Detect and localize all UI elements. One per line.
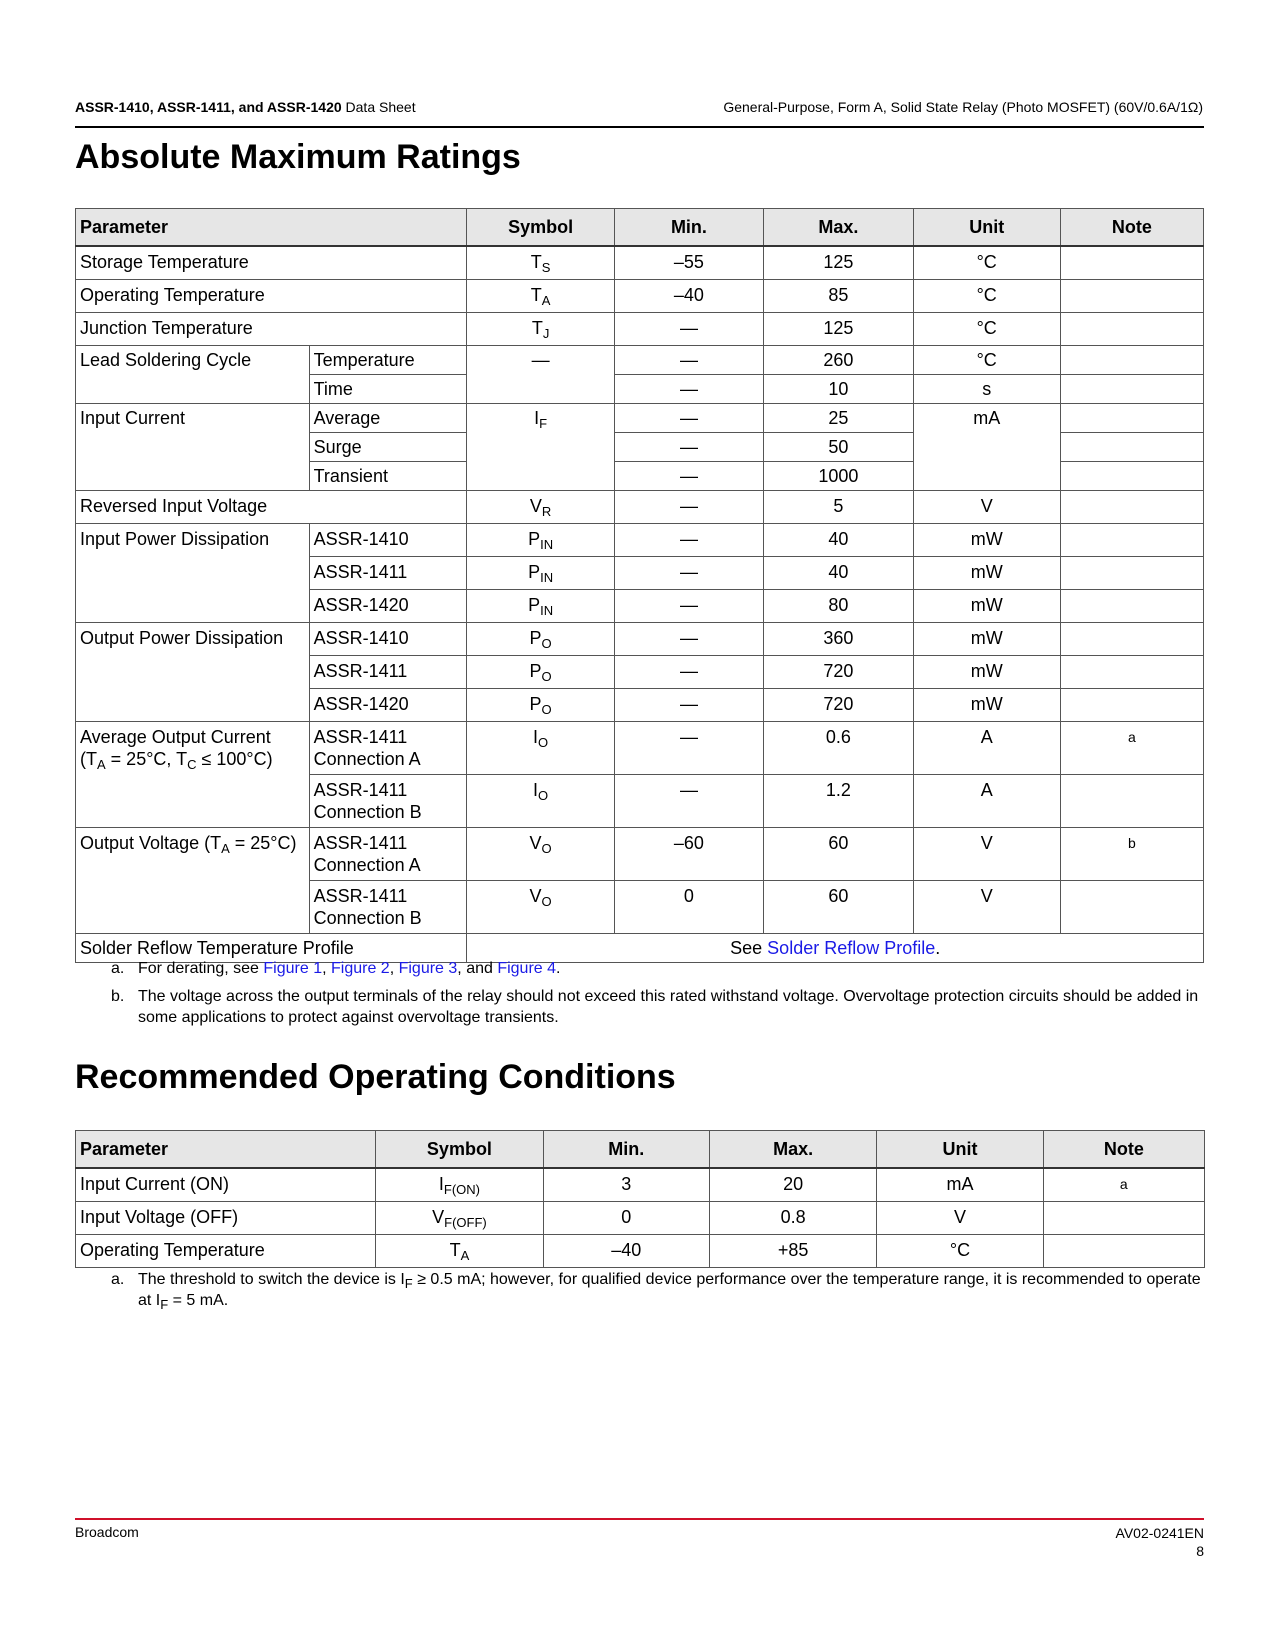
max-cell: 60 bbox=[764, 828, 913, 881]
table-row bbox=[76, 722, 1204, 775]
symbol-cell: $P_O$ bbox=[467, 656, 614, 689]
table-row bbox=[76, 828, 1204, 881]
table-header-row bbox=[76, 209, 1204, 247]
column-header: Unit bbox=[877, 1131, 1043, 1169]
min-cell: 0 bbox=[543, 1202, 709, 1235]
column-header: Parameter bbox=[76, 209, 467, 247]
min-cell: –60 bbox=[614, 828, 763, 881]
table-row bbox=[76, 524, 1204, 557]
param-cell: Operating Temperature bbox=[76, 1235, 376, 1268]
max-cell: 1.2 bbox=[764, 775, 913, 828]
column-header: Note bbox=[1043, 1131, 1204, 1169]
table-row bbox=[76, 623, 1204, 656]
sub-param-cell: ASSR-1411 bbox=[309, 557, 467, 590]
max-cell: 60 bbox=[764, 881, 913, 934]
min-cell: — bbox=[614, 375, 763, 404]
note-cell bbox=[1060, 557, 1203, 590]
figure-2-link[interactable]: Figure 2 bbox=[331, 960, 390, 977]
note-cell bbox=[1060, 590, 1203, 623]
min-cell: — bbox=[614, 623, 763, 656]
footer-divider bbox=[75, 1518, 1204, 1520]
param-cell: Input Power Dissipation bbox=[76, 524, 310, 623]
unit-cell: mW bbox=[913, 590, 1060, 623]
unit-cell: mW bbox=[913, 689, 1060, 722]
note-cell: a bbox=[1060, 722, 1203, 775]
max-cell: 0.8 bbox=[709, 1202, 876, 1235]
symbol-cell: $P_{IN}$ bbox=[467, 524, 614, 557]
symbol-cell: — bbox=[467, 346, 614, 404]
symbol-cell: $I_O$ bbox=[467, 775, 614, 828]
min-cell: –40 bbox=[614, 280, 763, 313]
footer-doc-info bbox=[1116, 1524, 1204, 1560]
note-cell bbox=[1060, 462, 1203, 491]
min-cell: — bbox=[614, 656, 763, 689]
max-cell: 25 bbox=[764, 404, 913, 433]
table-row bbox=[76, 1168, 1205, 1202]
symbol-cell: $I_F$ bbox=[467, 404, 614, 491]
unit-cell: V bbox=[913, 828, 1060, 881]
param-cell: Reversed Input Voltage bbox=[76, 491, 467, 524]
note-cell bbox=[1060, 433, 1203, 462]
column-header: Symbol bbox=[376, 1131, 543, 1169]
solder-reflow-profile-link[interactable]: Solder Reflow Profile bbox=[767, 938, 936, 958]
param-cell: Storage Temperature bbox=[76, 246, 467, 280]
note-cell bbox=[1060, 656, 1203, 689]
max-cell: 360 bbox=[764, 623, 913, 656]
unit-cell: V bbox=[913, 881, 1060, 934]
unit-cell: mA bbox=[877, 1168, 1043, 1202]
unit-cell: mW bbox=[913, 656, 1060, 689]
unit-cell: A bbox=[913, 775, 1060, 828]
max-cell: 720 bbox=[764, 689, 913, 722]
max-cell: 80 bbox=[764, 590, 913, 623]
sub-param-cell: ASSR-1411 Connection B bbox=[309, 881, 467, 934]
sub-param-cell: ASSR-1410 bbox=[309, 623, 467, 656]
table-row bbox=[76, 1202, 1205, 1235]
header-doc-title: ASSR-1410, ASSR-1411, and ASSR-1420 Data Sheet bbox=[75, 99, 416, 115]
min-cell: — bbox=[614, 433, 763, 462]
note-cell bbox=[1043, 1202, 1204, 1235]
param-cell: Average Output Current ($T_A = 25^\circ C$, $T_C \le 100^\circ C$) bbox=[76, 722, 310, 828]
param-cell: Solder Reflow Temperature Profile bbox=[76, 934, 467, 963]
unit-cell: °C bbox=[913, 246, 1060, 280]
note-cell bbox=[1043, 1235, 1204, 1268]
unit-cell: °C bbox=[877, 1235, 1043, 1268]
param-cell: Input Current (ON) bbox=[76, 1168, 376, 1202]
unit-cell: A bbox=[913, 722, 1060, 775]
max-cell: 1000 bbox=[764, 462, 913, 491]
param-cell: Input Current bbox=[76, 404, 310, 491]
unit-cell: V bbox=[877, 1202, 1043, 1235]
reflow-reference-cell: See Solder Reflow Profile. bbox=[467, 934, 1204, 963]
sub-param-cell: Time bbox=[309, 375, 467, 404]
min-cell: 3 bbox=[543, 1168, 709, 1202]
footer-company: Broadcom bbox=[75, 1524, 139, 1540]
header-doc-description: General-Purpose, Form A, Solid State Relay (Photo MOSFET) (60V/0.6A/1Ω) bbox=[723, 99, 1203, 115]
unit-cell: °C bbox=[913, 280, 1060, 313]
symbol-cell: $V_{F(OFF)}$ bbox=[376, 1202, 543, 1235]
symbol-cell: $V_O$ bbox=[467, 881, 614, 934]
sub-param-cell: Temperature bbox=[309, 346, 467, 375]
sub-param-cell: ASSR-1420 bbox=[309, 590, 467, 623]
figure-4-link[interactable]: Figure 4 bbox=[497, 960, 557, 977]
sub-param-cell: ASSR-1411 Connection A bbox=[309, 828, 467, 881]
sub-param-cell: Transient bbox=[309, 462, 467, 491]
column-header: Parameter bbox=[76, 1131, 376, 1169]
table-row bbox=[76, 346, 1204, 375]
max-cell: 20 bbox=[709, 1168, 876, 1202]
unit-cell: °C bbox=[913, 313, 1060, 346]
section-title-recommended-operating-conditions: Recommended Operating Conditions bbox=[75, 1058, 676, 1096]
figure-1-link[interactable]: Figure 1 bbox=[263, 960, 323, 977]
min-cell: — bbox=[614, 462, 763, 491]
column-header: Symbol bbox=[467, 209, 614, 247]
column-header: Min. bbox=[543, 1131, 709, 1169]
min-cell: — bbox=[614, 404, 763, 433]
min-cell: –55 bbox=[614, 246, 763, 280]
unit-cell: mW bbox=[913, 524, 1060, 557]
table-row bbox=[76, 280, 1204, 313]
absolute-maximum-ratings-table bbox=[75, 208, 1204, 963]
min-cell: — bbox=[614, 722, 763, 775]
min-cell: — bbox=[614, 491, 763, 524]
max-cell: 720 bbox=[764, 656, 913, 689]
unit-cell: V bbox=[913, 491, 1060, 524]
unit-cell: mW bbox=[913, 623, 1060, 656]
param-cell: Lead Soldering Cycle bbox=[76, 346, 310, 404]
symbol-cell: $I_{F(ON)}$ bbox=[376, 1168, 543, 1202]
param-cell: Junction Temperature bbox=[76, 313, 467, 346]
min-cell: –40 bbox=[543, 1235, 709, 1268]
unit-cell: mA bbox=[913, 404, 1060, 491]
figure-3-link[interactable]: Figure 3 bbox=[398, 960, 458, 977]
unit-cell: mW bbox=[913, 557, 1060, 590]
symbol-cell: $P_O$ bbox=[467, 689, 614, 722]
table-footnotes bbox=[111, 1269, 1211, 1318]
table-row bbox=[76, 1235, 1205, 1268]
note-cell bbox=[1060, 375, 1203, 404]
note-cell bbox=[1060, 346, 1203, 375]
symbol-cell: $I_O$ bbox=[467, 722, 614, 775]
min-cell: — bbox=[614, 313, 763, 346]
table-header-row bbox=[76, 1131, 1205, 1169]
max-cell: 125 bbox=[764, 246, 913, 280]
symbol-cell: $T_S$ bbox=[467, 246, 614, 280]
max-cell: 85 bbox=[764, 280, 913, 313]
sub-param-cell: Average bbox=[309, 404, 467, 433]
note-cell: a bbox=[1043, 1168, 1204, 1202]
max-cell: 260 bbox=[764, 346, 913, 375]
table-row bbox=[76, 313, 1204, 346]
max-cell: 40 bbox=[764, 557, 913, 590]
note-cell bbox=[1060, 775, 1203, 828]
min-cell: — bbox=[614, 557, 763, 590]
sub-param-cell: ASSR-1411 bbox=[309, 656, 467, 689]
symbol-cell: $V_R$ bbox=[467, 491, 614, 524]
unit-cell: °C bbox=[913, 346, 1060, 375]
sub-param-cell: ASSR-1411 Connection B bbox=[309, 775, 467, 828]
note-cell bbox=[1060, 491, 1203, 524]
min-cell: — bbox=[614, 346, 763, 375]
max-cell: 125 bbox=[764, 313, 913, 346]
footer-page-number: 8 bbox=[1196, 1543, 1204, 1559]
sub-param-cell: ASSR-1411 Connection A bbox=[309, 722, 467, 775]
footnote-a: a. The threshold to switch the device is $I_F \ge 0.5$ mA; however, for qualified device performance over the temperature range, it is recommended to operate at $I_F = 5$ mA. bbox=[111, 1271, 1201, 1312]
note-cell bbox=[1060, 524, 1203, 557]
max-cell: 50 bbox=[764, 433, 913, 462]
max-cell: 5 bbox=[764, 491, 913, 524]
min-cell: — bbox=[614, 689, 763, 722]
column-header: Unit bbox=[913, 209, 1060, 247]
sub-param-cell: Surge bbox=[309, 433, 467, 462]
symbol-cell: $P_{IN}$ bbox=[467, 590, 614, 623]
note-cell: b bbox=[1060, 828, 1203, 881]
note-cell bbox=[1060, 280, 1203, 313]
table-row bbox=[76, 404, 1204, 433]
min-cell: — bbox=[614, 590, 763, 623]
unit-cell: s bbox=[913, 375, 1060, 404]
note-cell bbox=[1060, 881, 1203, 934]
note-cell bbox=[1060, 689, 1203, 722]
min-cell: 0 bbox=[614, 881, 763, 934]
recommended-operating-conditions-table bbox=[75, 1130, 1205, 1268]
max-cell: 0.6 bbox=[764, 722, 913, 775]
column-header: Note bbox=[1060, 209, 1203, 247]
sub-param-cell: ASSR-1420 bbox=[309, 689, 467, 722]
note-cell bbox=[1060, 404, 1203, 433]
note-cell bbox=[1060, 623, 1203, 656]
table-row bbox=[76, 491, 1204, 524]
column-header: Min. bbox=[614, 209, 763, 247]
param-cell: Input Voltage (OFF) bbox=[76, 1202, 376, 1235]
max-cell: 40 bbox=[764, 524, 913, 557]
param-cell: Output Voltage $(T_A = 25^\circ C)$ bbox=[76, 828, 310, 934]
column-header: Max. bbox=[764, 209, 913, 247]
symbol-cell: $T_A$ bbox=[376, 1235, 543, 1268]
header-divider bbox=[75, 126, 1204, 128]
footnote-b: b. The voltage across the output terminals of the relay should not exceed this rated withstand voltage. Overvoltage protection circuits should be added in some applications to protect against overvoltage transients. bbox=[111, 988, 1199, 1026]
min-cell: — bbox=[614, 524, 763, 557]
section-title-absolute-maximum-ratings: Absolute Maximum Ratings bbox=[75, 138, 521, 176]
symbol-cell: $T_A$ bbox=[467, 280, 614, 313]
table-footnotes bbox=[111, 958, 1211, 1035]
symbol-cell: $P_{IN}$ bbox=[467, 557, 614, 590]
min-cell: — bbox=[614, 775, 763, 828]
param-cell: Operating Temperature bbox=[76, 280, 467, 313]
footnote-a: a. For derating, see Figure 1, Figure 2, Figure 3, and Figure 4. bbox=[111, 960, 561, 977]
column-header: Max. bbox=[709, 1131, 876, 1169]
symbol-cell: $P_O$ bbox=[467, 623, 614, 656]
symbol-cell: $T_J$ bbox=[467, 313, 614, 346]
max-cell: +85 bbox=[709, 1235, 876, 1268]
param-cell: Output Power Dissipation bbox=[76, 623, 310, 722]
max-cell: 10 bbox=[764, 375, 913, 404]
footer-doc-id: AV02-0241EN bbox=[1115, 1525, 1204, 1541]
symbol-cell: $V_O$ bbox=[467, 828, 614, 881]
sub-param-cell: ASSR-1410 bbox=[309, 524, 467, 557]
note-cell bbox=[1060, 246, 1203, 280]
table-row bbox=[76, 246, 1204, 280]
note-cell bbox=[1060, 313, 1203, 346]
